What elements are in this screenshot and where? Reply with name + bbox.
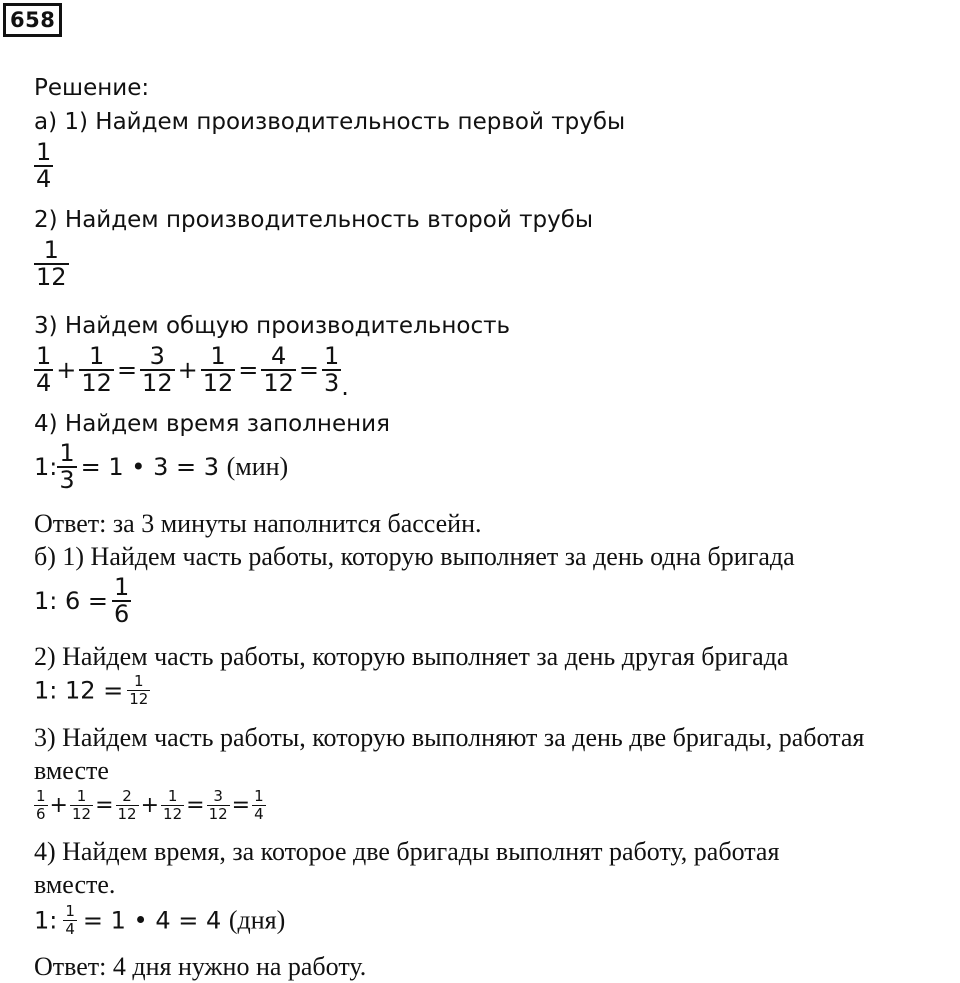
step-a1-text: а) 1) Найдем производительность первой трубы [34,109,626,135]
solution-heading: Решение: [34,75,150,101]
fraction: $\frac{3}{12}$ [208,787,228,823]
step-a3-text: 3) Найдем общую производительность [34,313,511,339]
step-a4-text: 4) Найдем время заполнения [34,411,390,437]
fraction: $\frac{4}{12}$ [263,342,294,397]
step-b4-text-cont: вместе. [34,870,116,899]
step-a3-equation: $\frac{1}{4}$ + $\frac{1}{12}$ = $\frac{3}{12}$ + $\frac{1}{12}$ = $\frac{4}{12}$ = $\frac{1}{3}$ . [36,342,349,401]
step-b3-equation: $\frac{1}{6}$ + $\frac{1}{12}$ = $\frac{2}{12}$ + $\frac{1}{12}$ = $\frac{3}{12}$ = $\frac{1}{4}$ [36,787,264,823]
fraction: $\frac{1}{4}$ [36,342,52,397]
fraction: $\frac{1}{3}$ [324,342,340,397]
fraction: $\frac{1}{4}$ [254,787,264,823]
step-a2-result [34,238,69,290]
step-b4-text: 4) Найдем время, за которое две бригады выполнят работу, работая [34,837,780,866]
step-b1-text: б) 1) Найдем часть работы, которую выполняет за день одна бригада [34,542,795,571]
fraction: $\frac{1}{12}$ [129,672,149,708]
fraction: $\frac{1}{6}$ [36,787,46,823]
fraction: $\frac{1}{3}$ [59,439,75,494]
step-b3-text-cont: вместе [34,756,109,785]
step-b3-text: 3) Найдем часть работы, которую выполняют за день две бригады, работая [34,723,865,752]
answer-b: Ответ: 4 дня нужно на работу. [34,952,367,981]
step-b2-equation: 1: 12 = $\frac{1}{12}$ [34,672,149,708]
fraction: $\frac{2}{12}$ [117,787,137,823]
step-a4-equation: 1: $\frac{1}{3}$ = 1 • 3 = 3 (мин) [34,439,289,494]
fraction: $\frac{1}{6}$ [114,573,130,628]
fraction: $\frac{1}{12}$ [81,342,112,397]
fraction: $\frac{1}{12}$ [163,787,183,823]
step-a1-result [34,140,53,192]
step-b4-equation: 1: $\frac{1}{4}$ = 1 • 4 = 4 (дня) [34,902,286,938]
fraction: $\frac{1}{12}$ [36,236,67,291]
fraction: $\frac{1}{4}$ [65,902,75,938]
step-b1-equation: 1: 6 = $\frac{1}{6}$ [34,573,130,628]
fraction: $\frac{1}{12}$ [71,787,92,823]
step-b2-text: 2) Найдем часть работы, которую выполняет за день другая бригада [34,642,789,671]
answer-a: Ответ: за 3 минуты наполнится бассейн. [34,509,482,538]
fraction: $\frac{1}{4}$ [36,138,52,193]
fraction: $\frac{1}{12}$ [202,342,234,397]
problem-number: 658 [3,3,62,37]
step-a2-text: 2) Найдем производительность второй трубы [34,207,594,233]
fraction: $\frac{3}{12}$ [142,342,173,397]
